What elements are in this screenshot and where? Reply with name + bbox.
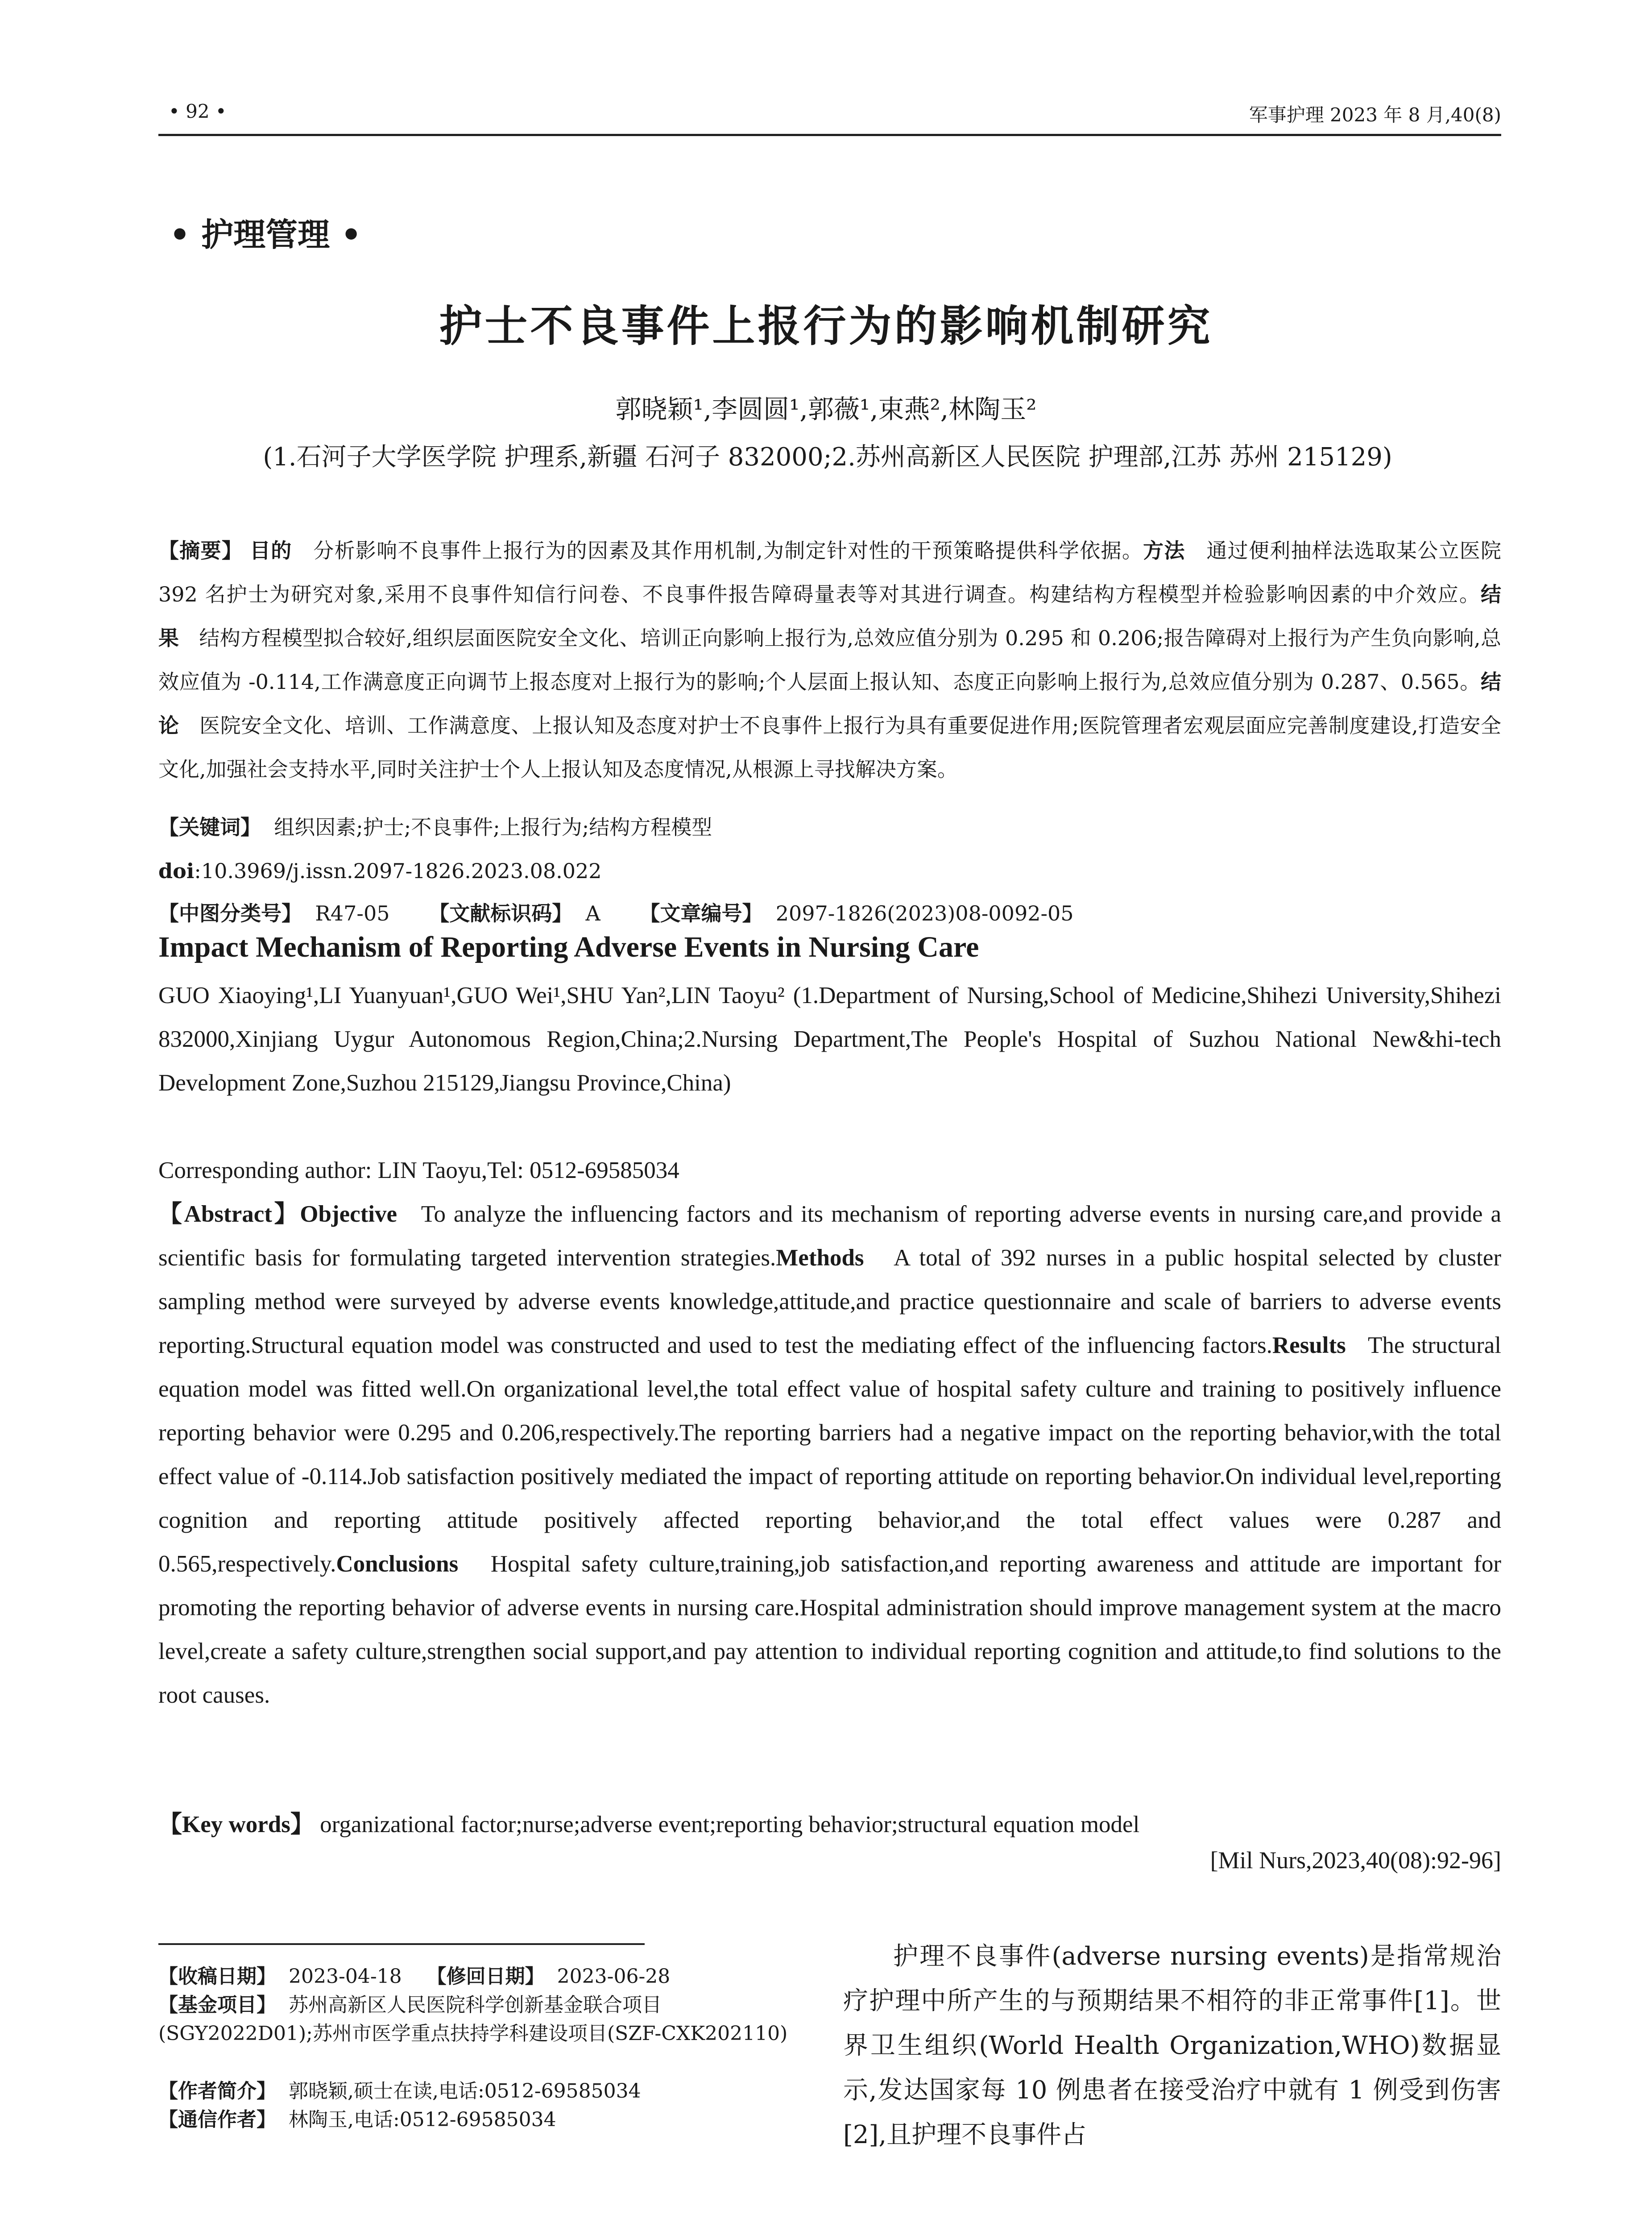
objective-label: 目的 bbox=[250, 539, 292, 563]
article-number-label: 【文章编号】 bbox=[639, 901, 763, 925]
doi-value: :10.3969/j.issn.2097-1826.2023.08.022 bbox=[194, 859, 602, 883]
corresponding-en: Corresponding author: LIN Taoyu,Tel: 0512-69585034 bbox=[158, 1157, 679, 1183]
methods-en-text: A total of 392 nurses in a public hospital selected by cluster sampling method were surveyed by adverse events knowledge,attitude,and practice questionnaire and scale of barriers to adverse events reporting.Structural equation model was constructed and used to test the mediating effect of the influencing factors. bbox=[158, 1245, 1502, 1358]
footnote-fund bbox=[158, 1991, 810, 2048]
received-label: 【收稿日期】 bbox=[158, 1965, 276, 1988]
author-bio-text: 郭晓颖,硕士在读,电话:0512-69585034 bbox=[288, 2080, 641, 2102]
results-en-label: Results bbox=[1272, 1332, 1346, 1358]
clc-label: 【中图分类号】 bbox=[158, 901, 302, 925]
keywords-label: 【关键词】 bbox=[158, 815, 261, 839]
doc-code-value: A bbox=[585, 901, 600, 925]
objective-en-label: Objective bbox=[300, 1201, 397, 1227]
authors-en: GUO Xiaoying¹,LI Yuanyuan¹,GUO Wei¹,SHU Yan²,LIN Taoyu² (1.Department of Nursing,School of Medicine,Shihezi University,Shihezi 832000,Xinjiang Uygur Autonomous Region,China;2.Nursing Department,The People's Hospital of Suzhou National New&hi-tech Development Zone,Suzhou 215129,Jiangsu Province,China) bbox=[158, 983, 1501, 1096]
article-title: 护士不良事件上报行为的影响机制研究 bbox=[439, 301, 1213, 351]
abstract-cn bbox=[158, 529, 1501, 791]
results-label: 结果 bbox=[158, 582, 1501, 650]
revised-date: 2023-06-28 bbox=[557, 1965, 671, 1988]
corresponding-label: 【通信作者】 bbox=[158, 2108, 276, 2131]
journal-header: 军事护理 2023 年 8 月,40(8) bbox=[1249, 104, 1501, 126]
doi-line bbox=[158, 849, 1501, 893]
footnote-rule bbox=[158, 1943, 645, 1945]
results-text: 结构方程模型拟合较好,组织层面医院安全文化、培训正向影响上报行为,总效应值分别为 0.295 和 0.206;报告障碍对上报行为产生负向影响,总效应值为 -0.114,工作满意度正向调节上报态度对上报行为的影响;个人层面上报认知、态度正向影响上报行为,总效应值分别为 0.287、0.565。 bbox=[158, 626, 1502, 694]
footnote-dates bbox=[158, 1962, 810, 1991]
conclusions-en-label: Conclusions bbox=[336, 1551, 459, 1577]
abstract-en bbox=[158, 1192, 1501, 1717]
body-intro-paragraph: 护理不良事件(adverse nursing events)是指常规治疗护理中所产生的与预期结果不相符的非正常事件[1]。世界卫生组织(World Health Organization,WHO)数据显示,发达国家每 10 例患者在接受治疗中就有 1 例受到伤害[2],且护理不良事件占 bbox=[843, 1942, 1501, 2149]
methods-text: 通过便利抽样法选取某公立医院 392 名护士为研究对象,采用不良事件知信行问卷、不良事件报告障碍量表等对其进行调查。构建结构方程模型并检验影响因素的中介效应。 bbox=[158, 539, 1502, 606]
abstract-label: 【摘要】 bbox=[158, 539, 243, 563]
footnote-author bbox=[158, 2077, 810, 2106]
fund-label: 【基金项目】 bbox=[158, 1994, 276, 2016]
objective-text: 分析影响不良事件上报行为的因素及其作用机制,为制定针对性的干预策略提供科学依据。 bbox=[313, 539, 1143, 563]
results-en-text: The structural equation model was fitted well.On organizational level,the total effect value of hospital safety culture and training to positively influence reporting behavior were 0.295 and 0.206,respectively.The reporting barriers had a negative impact on the reporting behavior,with the total effect value of -0.114.Job satisfaction positively mediated the impact of reporting attitude on reporting behavior.On individual level,reporting cognition and reporting attitude positively affected reporting behavior,and the total effect values were 0.287 and 0.565,respectively. bbox=[158, 1332, 1502, 1577]
conclusions-en-text: Hospital safety culture,training,job satisfaction,and reporting awareness and attitude are important for promoting the reporting behavior of adverse events in nursing care.Hospital administration should improve management system at the macro level,create a safety culture,strengthen social support,and pay attention to individual reporting cognition and attitude,to find solutions to the root causes. bbox=[158, 1551, 1501, 1708]
abstract-en-label: 【Abstract】 bbox=[158, 1201, 300, 1227]
doi-label: doi bbox=[158, 859, 195, 883]
footnote-corresponding bbox=[158, 2106, 810, 2134]
methods-en-label: Methods bbox=[776, 1245, 864, 1271]
citation: [Mil Nurs,2023,40(08):92-96] bbox=[1210, 1847, 1501, 1874]
conclusion-label: 结论 bbox=[158, 670, 1501, 738]
author-bio-label: 【作者简介】 bbox=[158, 2080, 276, 2102]
title-en: Impact Mechanism of Reporting Adverse Events in Nursing Care bbox=[158, 931, 979, 963]
keywords-en bbox=[158, 1803, 1501, 1846]
objective-en-text: To analyze the influencing factors and its mechanism of reporting adverse events in nursing care,and provide a scientific basis for formulating targeted intervention strategies. bbox=[158, 1201, 1501, 1271]
header-rule bbox=[158, 134, 1501, 136]
methods-label: 方法 bbox=[1143, 539, 1185, 563]
section-label: • 护理管理 • bbox=[170, 216, 362, 253]
article-number-value: 2097-1826(2023)08-0092-05 bbox=[775, 901, 1074, 925]
affiliation-cn: (1.石河子大学医学院 护理系,新疆 石河子 832000;2.苏州高新区人民医院 护理部,江苏 苏州 215129) bbox=[263, 443, 1392, 472]
keywords-text: 组织因素;护士;不良事件;上报行为;结构方程模型 bbox=[274, 815, 712, 839]
received-date: 2023-04-18 bbox=[288, 1965, 402, 1988]
classification-line bbox=[158, 892, 1501, 935]
keywords-cn bbox=[158, 805, 1501, 849]
clc-value: R47-05 bbox=[315, 901, 390, 925]
revised-label: 【修回日期】 bbox=[426, 1965, 545, 1988]
keywords-en-label: 【Key words】 bbox=[158, 1812, 314, 1837]
fund-text: 苏州高新区人民医院科学创新基金联合项目(SGY2022D01);苏州市医学重点扶持学科建设项目(SZF-CXK202110) bbox=[158, 1994, 788, 2045]
corresponding-text: 林陶玉,电话:0512-69585034 bbox=[288, 2108, 556, 2131]
authors-cn: 郭晓颖¹,李圆圆¹,郭薇¹,束燕²,林陶玉² bbox=[615, 394, 1037, 424]
doc-code-label: 【文献标识码】 bbox=[429, 901, 573, 925]
keywords-en-text: organizational factor;nurse;adverse event;reporting behavior;structural equation model bbox=[320, 1812, 1140, 1837]
conclusion-text: 医院安全文化、培训、工作满意度、上报认知及态度对护士不良事件上报行为具有重要促进作用;医院管理者宏观层面应完善制度建设,打造安全文化,加强社会支持水平,同时关注护士个人上报认知及态度情况,从根源上寻找解决方案。 bbox=[158, 713, 1502, 781]
page-number: • 92 • bbox=[169, 100, 227, 122]
